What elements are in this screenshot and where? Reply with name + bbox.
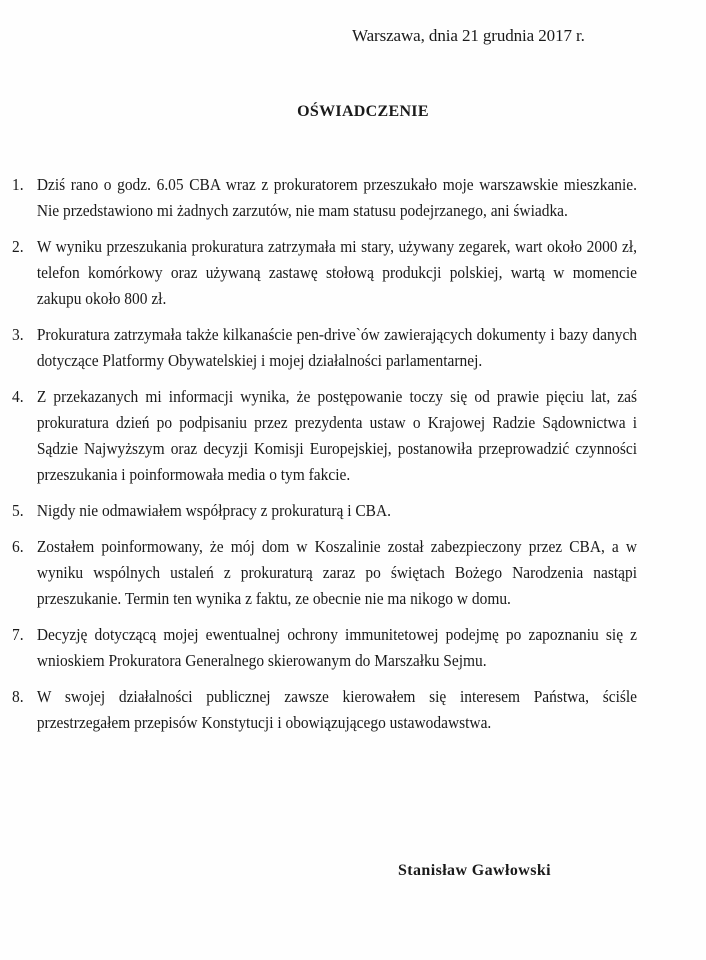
item-number: 5. — [12, 501, 24, 520]
date-line: Warszawa, dnia 21 grudnia 2017 r. — [352, 26, 585, 45]
document-title: OŚWIADCZENIE — [297, 103, 429, 120]
statement-item-5 — [12, 498, 637, 524]
item-text: W swojej działalności publicznej zawsze kierowałem się interesem Państwa, ściśle przestrzegałem przepisów Konstytucji i obowiązującego ustawodawstwa. — [36, 687, 638, 732]
statement-item-8 — [12, 684, 637, 736]
item-number: 4. — [12, 387, 24, 406]
statement-list — [12, 172, 637, 746]
item-text: Prokuratura zatrzymała także kilkanaście pen-drive`ów zawierających dokumenty i bazy danych dotyczące Platformy Obywatelskiej i mojej działalności parlamentarnej. — [36, 325, 638, 370]
item-number: 8. — [12, 687, 24, 706]
item-text: W wyniku przeszukania prokuratura zatrzymała mi stary, używany zegarek, wart około 2000 zł, telefon komórkowy oraz używaną zastawę stołową produkcji polskiej, wartą w momencie zakupu około 800 zł. — [36, 237, 638, 308]
item-text: Nigdy nie odmawiałem współpracy z prokuraturą i CBA. — [36, 501, 391, 520]
statement-item-3 — [12, 322, 637, 374]
statement-item-7 — [12, 622, 637, 674]
item-text: Dziś rano o godz. 6.05 CBA wraz z prokuratorem przeszukało moje warszawskie mieszkanie. Nie przedstawiono mi żadnych zarzutów, nie mam statusu podejrzanego, ani świadka. — [36, 175, 638, 220]
signature: Stanisław Gawłowski — [398, 862, 551, 879]
item-number: 3. — [12, 325, 24, 344]
statement-item-4 — [12, 384, 637, 488]
item-text: Z przekazanych mi informacji wynika, że postępowanie toczy się od prawie pięciu lat, zaś prokuratura dzień po podpisaniu przez prezydenta ustaw o Krajowej Radzie Sądownictwa i Sądzie Najwyższym oraz decyzji Komisji Europejskiej, postanowiła przeprowadzić czynności przeszukania i poinformowała media o tym fakcie. — [36, 387, 638, 484]
item-number: 6. — [12, 537, 24, 556]
statement-item-2 — [12, 234, 637, 312]
statement-item-1 — [12, 172, 637, 224]
statement-item-6 — [12, 534, 637, 612]
item-text: Zostałem poinformowany, że mój dom w Koszalinie został zabezpieczony przez CBA, a w wyniku wspólnych ustaleń z prokuraturą zaraz po świętach Bożego Narodzenia nastąpi przeszukanie. Termin ten wynika z faktu, ze obecnie nie ma nikogo w domu. — [36, 537, 638, 608]
item-text: Decyzję dotyczącą mojej ewentualnej ochrony immunitetowej podejmę po zapoznaniu się z wnioskiem Prokuratora Generalnego skierowanym do Marszałku Sejmu. — [36, 625, 638, 670]
item-number: 1. — [12, 175, 24, 194]
item-number: 2. — [12, 237, 24, 256]
item-number: 7. — [12, 625, 24, 644]
